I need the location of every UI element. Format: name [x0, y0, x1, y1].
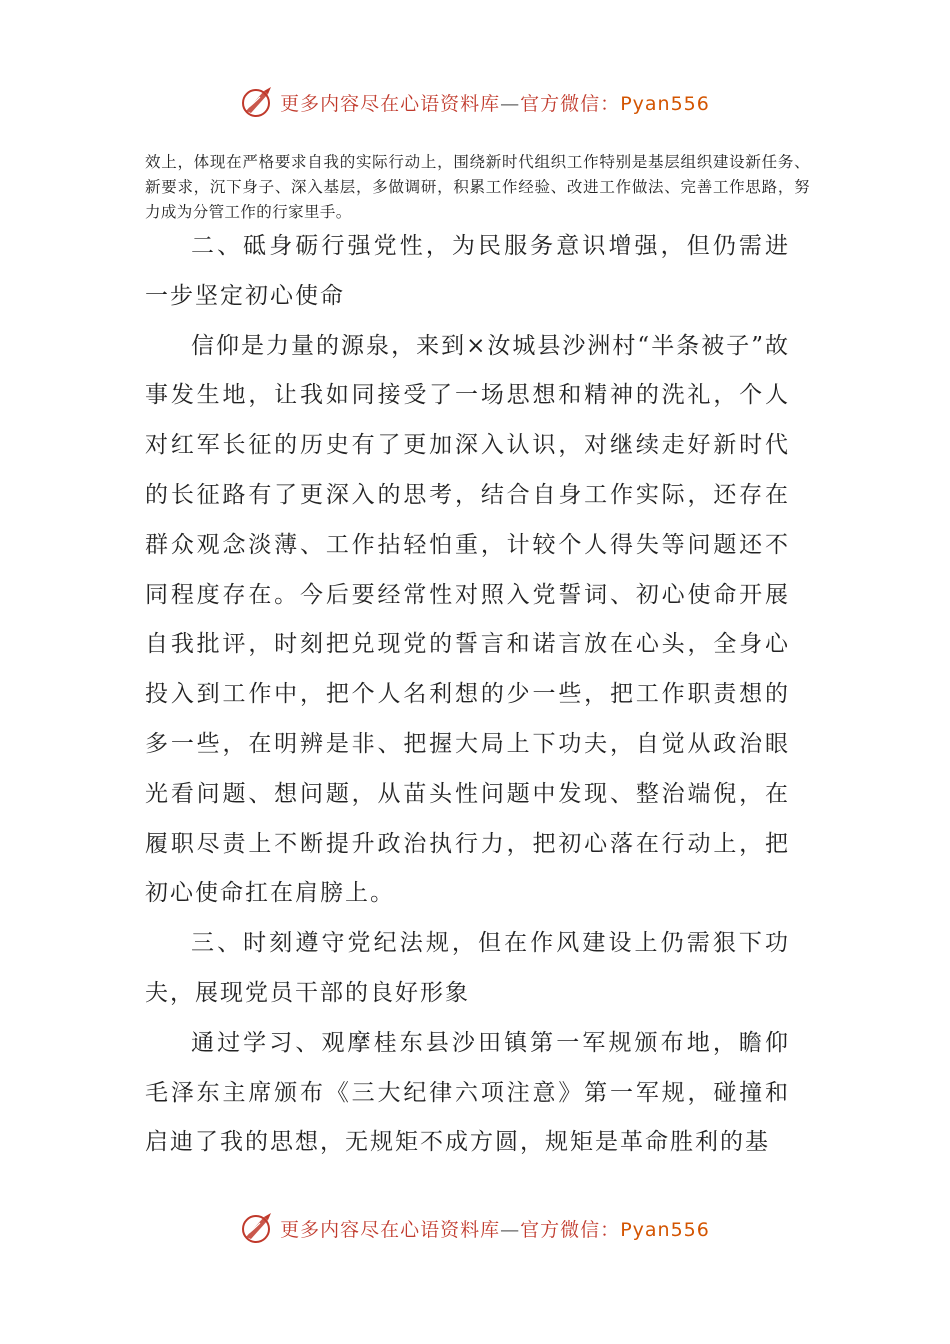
intro-continuation-paragraph: 效上，体现在严格要求自我的实际行动上，围绕新时代组织工作特别是基层组织建设新任务、新要求，沉下身子、深入基层，多做调研，积累工作经验、改进工作做法、完善工作思路，努力成为分管工作的行家里手。	[145, 153, 810, 221]
banner-wechat-handle: Pyan556	[620, 1218, 710, 1241]
banner-wechat-label: 官方微信：	[520, 1218, 621, 1241]
section3-body: 通过学习、观摩桂东县沙田镇第一军规颁布地，瞻仰毛泽东主席颁布《三大纪律六项注意》第一军规，碰撞和启迪了我的思想，无规矩不成方圆，规矩是革命胜利的基	[145, 1029, 790, 1156]
banner-main-text: 更多内容尽在心语资料库	[280, 1218, 501, 1241]
section2-body: 信仰是力量的源泉，来到×汝城县沙洲村“半条被子”故事发生地，让我如同接受了一场思想和精神的洗礼，个人对红军长征的历史有了更加深入认识，对继续走好新时代的长征路有了更深入的思考，结合自身工作实际，还存在群众观念淡薄、工作拈轻怕重，计较个人得失等问题还不同程度存在。今后要经常性对照入党誓词、初心使命开展自我批评，时刻把兑现党的誓言和诺言放在心头，全身心投入到工作中，把个人名利想的少一些，把工作职责想的多一些，在明辨是非、把握大局上下功夫，自觉从政治眼光看问题、想问题，从苗头性问题中发现、整治端倪，在履职尽责上不断提升政治执行力，把初心落在行动上，把初心使命扛在肩膀上。	[145, 332, 790, 907]
section2-heading: 二、砥身砺行强党性，为民服务意识增强，但仍需进一步坚定初心使命	[145, 233, 790, 309]
section3-heading: 三、时刻遵守党纪法规，但在作风建设上仍需狠下功夫，展现党员干部的良好形象	[145, 930, 790, 1006]
banner-separator: —	[500, 1218, 521, 1241]
banner-main-text: 更多内容尽在心语资料库	[280, 92, 501, 115]
banner-separator: —	[500, 92, 521, 115]
header-banner-text	[280, 89, 710, 116]
quill-pen-logo-icon	[240, 85, 274, 119]
document-body	[145, 222, 790, 1168]
quill-pen-logo-icon	[240, 1211, 274, 1245]
footer-banner-text	[280, 1215, 710, 1242]
banner-wechat-label: 官方微信：	[520, 92, 621, 115]
footer-banner	[0, 1208, 950, 1248]
header-banner	[0, 82, 950, 122]
banner-wechat-handle: Pyan556	[620, 92, 710, 115]
